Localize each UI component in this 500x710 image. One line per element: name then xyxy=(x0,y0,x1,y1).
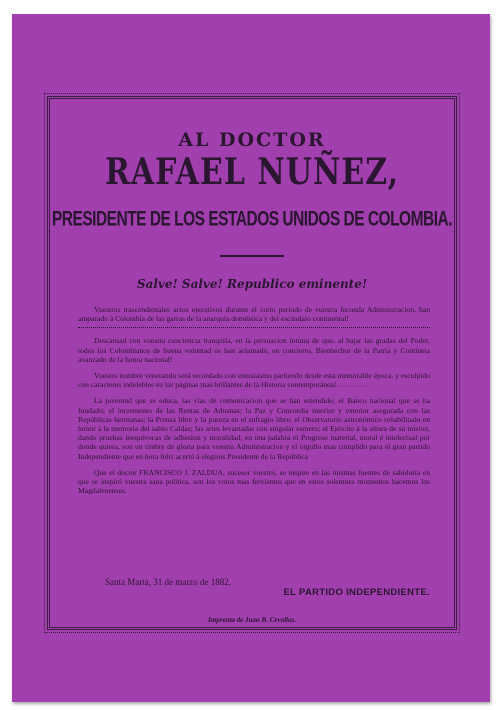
divider-rule xyxy=(220,255,284,257)
paragraph: Descansad con vuestra conciencia tranquila, en la persuacion íntima de que, al bajar las gradas del Poder, todos los Colombianos de buena voluntad os han aclamado, en concierto, Bienhechor de la Patria y Contineta avanzado de la honra nacional! xyxy=(78,336,430,364)
broadside-sheet xyxy=(12,14,490,702)
paragraph: Vuestros trascendentales actos ejecutivos durante el corto período de vuestra fecunda Administracion, han amparado á Colombia de las garras de la anarquía doméstica y del escándalo continental! xyxy=(78,305,430,324)
signature: EL PARTIDO INDEPENDIENTE. xyxy=(283,587,430,598)
title-name: RAFAEL NUÑEZ, xyxy=(104,151,400,194)
paragraph: Vuestro nombre venerando será recordado con entusiasmo partiendo desde esta memorable época, y esculpido con caracteres indelebles en las páginas mas brillantes de la Historia contemporánea! . . . . . . . . xyxy=(78,371,430,390)
paragraph: La juventud que se educa, las vías de comunicacion que se han estendido; el Banco nacional que se ha fundado; el incremento de las Rentas de Aduanas; la Paz y Concordia interior y exterior asegurada con las Repúblicas hermanas; la Prensa libre y la pureza en el sufragio libre; el Observatorio astronómico rehabilitado en honor á la memoria del sabio Caldas; las artes levantadas con singular esmero; el Ejército á la altura de su mision, dando pruebas inequívocas de adhesion y moralidad; en una palabra el Progreso material, moral é intelectual por donde quiera, son un timbre de gloria para vuestra Administracion y el orgullo mas cumplido para el gran partido Independiente que en hora feliz acertó á elegiros Presidente de la República xyxy=(78,396,430,461)
body-text xyxy=(78,305,430,502)
dotted-separator xyxy=(78,327,430,328)
title-dedication: AL DOCTOR xyxy=(178,129,326,151)
printer-imprint: Imprenta de Juan B. Cevallos. xyxy=(208,616,296,624)
title-office: PRESIDENTE DE LOS ESTADOS UNIDOS DE COLOMBIA. xyxy=(51,207,453,231)
paragraph: Que el doctor FRANCISCO J. ZALDUA, sucesor vuestro, se inspire en las mismas fuentes de sabiduría en que se inspiró vuestra sana política, son los votos mas fervientes que en estos solemnes momentos hacemos los Magdalenenses. xyxy=(78,467,430,496)
date-line: Santa Marta, 31 de marzo de 1882. xyxy=(105,577,231,587)
salutation: Salve! Salve! Republico eminente! xyxy=(136,277,368,291)
ornamental-border xyxy=(47,96,457,630)
